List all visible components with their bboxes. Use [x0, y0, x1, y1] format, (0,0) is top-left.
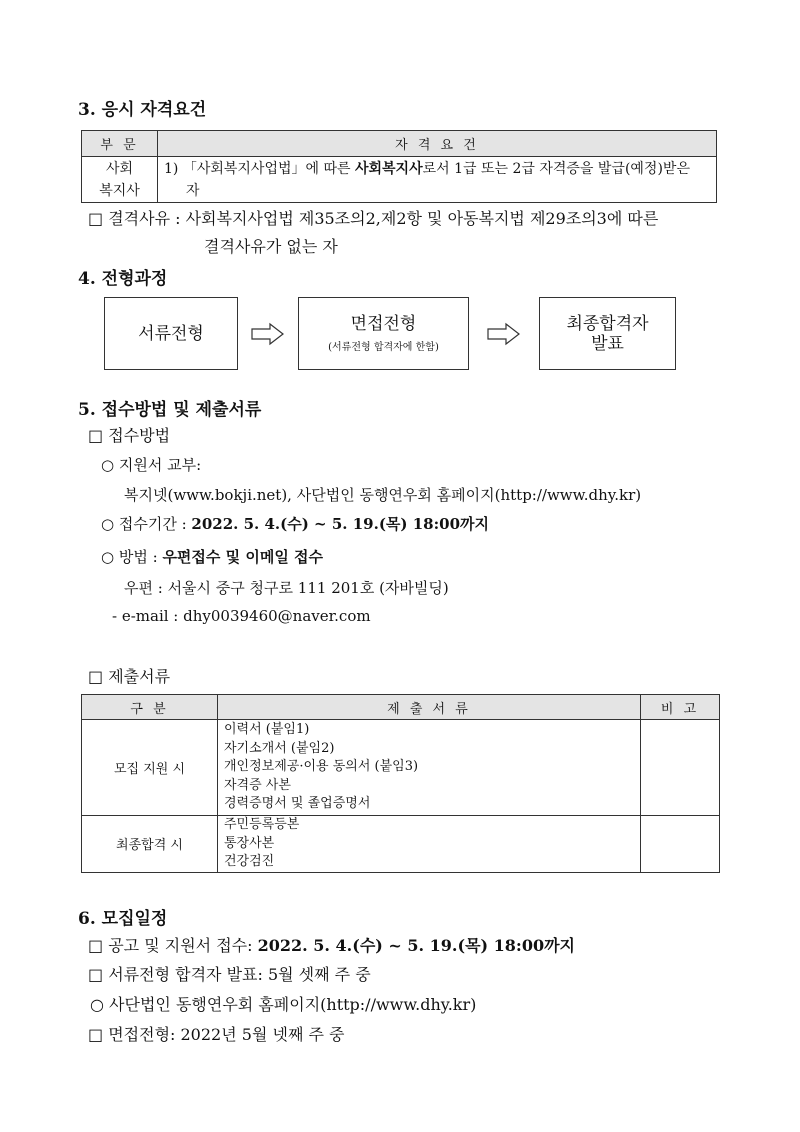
schedule-line4: □ 면접전형: 2022년 5월 넷째 주 중 [88, 1025, 345, 1044]
req-pre: 1) 「사회복지사업법」에 따른 [164, 160, 355, 177]
docs-row1-label: 모집 지원 시 [82, 720, 218, 816]
process-step-document [104, 297, 238, 370]
disqualification-note-line2: 결격사유가 없는 자 [204, 237, 338, 256]
step2-sublabel: (서류전형 합격자에 한함) [328, 342, 439, 353]
schedule-line2: □ 서류전형 합격자 발표: 5월 셋째 주 중 [88, 965, 371, 984]
period-value: 2022. 5. 4.(수) ~ 5. 19.(목) 18:00까지 [191, 515, 490, 533]
arrow-right-icon [250, 322, 286, 346]
docs-col-documents: 제 출 서 류 [218, 695, 641, 720]
apply-label: ○ 지원서 교부: [101, 456, 202, 474]
docs-col-remarks: 비 고 [641, 695, 720, 720]
post-address: 우편 : 서울시 중구 청구로 111 201호 (자바빌딩) [124, 579, 449, 597]
disqualification-note: □ 결격사유 : 사회복지사업법 제35조의2,제2항 및 아동복지법 제29조의3에 따른 [88, 209, 659, 228]
step1-label: 서류전형 [138, 323, 204, 344]
docs-title: □ 제출서류 [88, 667, 171, 686]
schedule-line1-pre: □ 공고 및 지원서 접수: [88, 936, 258, 955]
process-step-interview [298, 297, 469, 370]
qualification-col-dept: 부 문 [82, 131, 158, 157]
qualification-dept-cell [82, 157, 158, 203]
req-post: 로서 1급 또는 2급 자격증을 발급(예정)받은 [422, 160, 690, 177]
section-5-heading: 5. 접수방법 및 제출서류 [78, 400, 262, 420]
process-step-final [539, 297, 676, 370]
documents-table [81, 694, 720, 873]
docs-row2-label: 최종합격 시 [82, 816, 218, 873]
how-label: ○ 방법 : [101, 548, 163, 566]
email-address: - e-mail : dhy0039460@naver.com [112, 607, 371, 625]
docs-row2-remarks [641, 816, 720, 873]
qualification-col-req: 자 격 요 건 [158, 131, 717, 157]
period-line [101, 513, 489, 534]
qualification-table [81, 130, 717, 203]
dept-line2: 복지사 [99, 182, 140, 199]
list-item: 통장사본 [224, 835, 275, 851]
docs-col-category: 구 분 [82, 695, 218, 720]
list-item: 경력증명서 및 졸업증명서 [224, 796, 371, 812]
list-item: 건강검진 [224, 854, 275, 869]
docs-row1-remarks [641, 720, 720, 816]
arrow-right-icon [486, 322, 522, 346]
schedule-line3: ○ 사단법인 동행연우회 홈페이지(http://www.dhy.kr) [90, 995, 477, 1014]
schedule-line1-bold: 2022. 5. 4.(수) ~ 5. 19.(목) 18:00까지 [257, 936, 576, 955]
section-3-heading: 3. 응시 자격요건 [78, 100, 207, 120]
list-item: 이력서 (붙임1) [224, 722, 310, 738]
list-item: 주민등록등본 [224, 817, 300, 832]
step3-label-line1: 최종합격자 [566, 313, 649, 334]
req-line1 [164, 158, 716, 180]
docs-row2-items [218, 816, 641, 873]
docs-row1-items [218, 720, 641, 816]
apply-detail: 복지넷(www.bokji.net), 사단법인 동행연우회 홈페이지(http://www.dhy.kr) [124, 486, 642, 504]
qualification-req-cell [158, 157, 717, 203]
step2-label: 면접전형 [350, 314, 417, 334]
section-6-heading: 6. 모집일정 [78, 909, 168, 929]
schedule-line1 [88, 933, 575, 956]
list-item: 자기소개서 (붙임2) [224, 740, 335, 756]
period-label: ○ 접수기간 : [101, 515, 192, 533]
req-bold: 사회복지사 [354, 160, 423, 177]
how-line [101, 546, 323, 567]
dept-line1: 사회 [105, 160, 134, 177]
section-4-heading: 4. 전형과정 [78, 269, 168, 289]
method-title: □ 접수방법 [88, 426, 171, 445]
list-item: 개인정보제공·이용 동의서 (붙임3) [224, 759, 419, 775]
list-item: 자격증 사본 [224, 777, 291, 793]
step3-label-line2: 발표 [591, 333, 624, 354]
how-value: 우편접수 및 이메일 접수 [162, 548, 324, 566]
req-line2: 자 [186, 182, 200, 199]
